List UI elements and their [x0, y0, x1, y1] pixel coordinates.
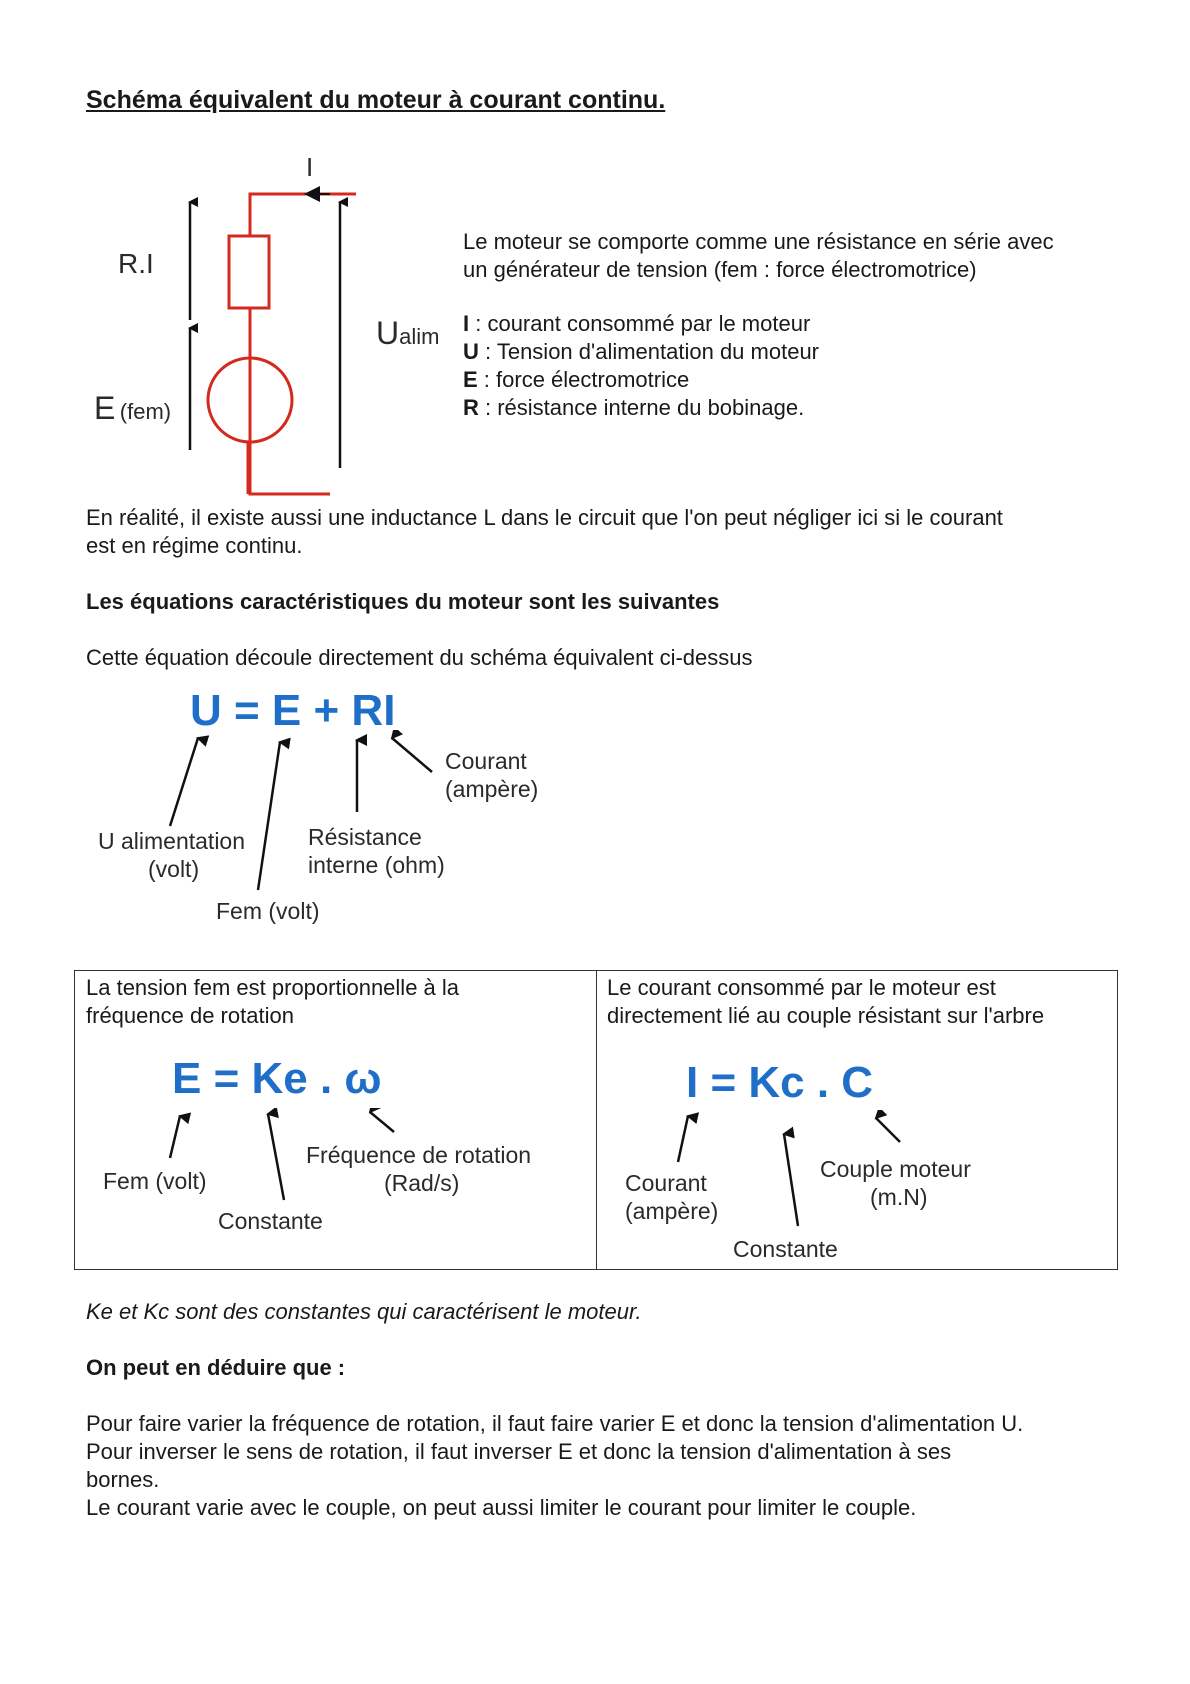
circuit-wire: [208, 194, 356, 494]
conclusion-line-2: Pour inverser le sens de rotation, il faut inverser E et donc la tension d'alimentation à ses: [86, 1439, 952, 1464]
eq3-label-constante: Constante: [733, 1236, 838, 1262]
box-left-line-2: fréquence de rotation: [86, 1003, 294, 1028]
constants-note: Ke et Kc sont des constantes qui caractérisent le moteur.: [86, 1299, 642, 1324]
conclusion-line-1: Pour faire varier la fréquence de rotation, il faut faire varier E et donc la tension d'alimentation U.: [86, 1411, 1024, 1436]
equation-u-e-ri: U = E + RI: [190, 686, 396, 735]
legend-item-u: U : Tension d'alimentation du moteur: [463, 339, 819, 364]
arrow-to-u: [170, 738, 198, 826]
deduction-heading: On peut en déduire que :: [86, 1355, 346, 1380]
current-arrow: [304, 186, 320, 202]
legend-item-e: E : force électromotrice: [463, 367, 690, 392]
conclusion-line-3: bornes.: [86, 1467, 160, 1492]
eq2-label-constante: Constante: [218, 1208, 323, 1234]
eq3-label-courant: Courant: [625, 1170, 707, 1196]
arrow-to-couple: [876, 1118, 900, 1142]
eq1-label-courant: Courant: [445, 748, 527, 774]
inductance-line-2: est en régime continu.: [86, 533, 303, 558]
eq2-label-frequence: Fréquence de rotation: [306, 1142, 532, 1168]
eq1-intro: Cette équation découle directement du schéma équivalent ci-dessus: [86, 645, 753, 670]
current-label: I: [306, 152, 314, 182]
arrow-to-kc: [784, 1134, 798, 1226]
intro-line-1: Le moteur se comporte comme une résistance en série avec: [463, 229, 1054, 254]
arrow-to-ke: [268, 1114, 284, 1200]
equivalent-circuit-diagram: [80, 150, 380, 500]
eq1-label-ohm: interne (ohm): [308, 852, 445, 878]
equation-e-ke-omega: E = Ke . ω: [172, 1054, 382, 1103]
equations-heading: Les équations caractéristiques du moteur sont les suivantes: [86, 589, 720, 614]
u-alim-label: Ualim: [376, 315, 440, 351]
box-left-line-1: La tension fem est proportionnelle à la: [86, 975, 460, 1000]
arrow-to-courant: [678, 1116, 688, 1162]
eq1-label-resistance: Résistance: [308, 824, 422, 850]
eq3-label-mn: (m.N): [870, 1184, 928, 1210]
page-title: Schéma équivalent du moteur à courant continu.: [86, 86, 666, 114]
legend-item-r: R : résistance interne du bobinage.: [463, 395, 805, 420]
legend-item-i: I : courant consommé par le moteur: [463, 311, 811, 336]
inductance-line-1: En réalité, il existe aussi une inductance L dans le circuit que l'on peut négliger ici si le courant: [86, 505, 1003, 530]
eq3-label-ampere: (ampère): [625, 1198, 719, 1224]
eq3-label-couple: Couple moteur: [820, 1156, 971, 1182]
eq1-label-volt: (volt): [148, 856, 200, 882]
ri-label: R.I: [118, 248, 154, 279]
resistor-symbol: [229, 236, 269, 308]
eq1-label-u-alim: U alimentation: [98, 828, 246, 854]
eq2-label-fem: Fem (volt): [103, 1168, 207, 1194]
box-right-line-2: directement lié au couple résistant sur l'arbre: [607, 1003, 1045, 1028]
arrow-to-fem: [170, 1116, 180, 1158]
box-right-line-1: Le courant consommé par le moteur est: [607, 975, 996, 1000]
intro-line-2: un générateur de tension (fem : force électromotrice): [463, 257, 977, 282]
eq1-label-ampere: (ampère): [445, 776, 539, 802]
e-label: E (fem): [94, 390, 172, 426]
eq1-label-fem: Fem (volt): [216, 898, 320, 924]
conclusion-line-4: Le courant varie avec le couple, on peut aussi limiter le courant pour limiter le couple.: [86, 1495, 917, 1520]
arrow-to-e: [258, 742, 280, 890]
eq2-label-rad-s: (Rad/s): [384, 1170, 460, 1196]
equation-i-kc-c: I = Kc . C: [686, 1058, 874, 1107]
arrow-to-i: [392, 738, 432, 772]
arrow-to-omega: [370, 1112, 394, 1132]
